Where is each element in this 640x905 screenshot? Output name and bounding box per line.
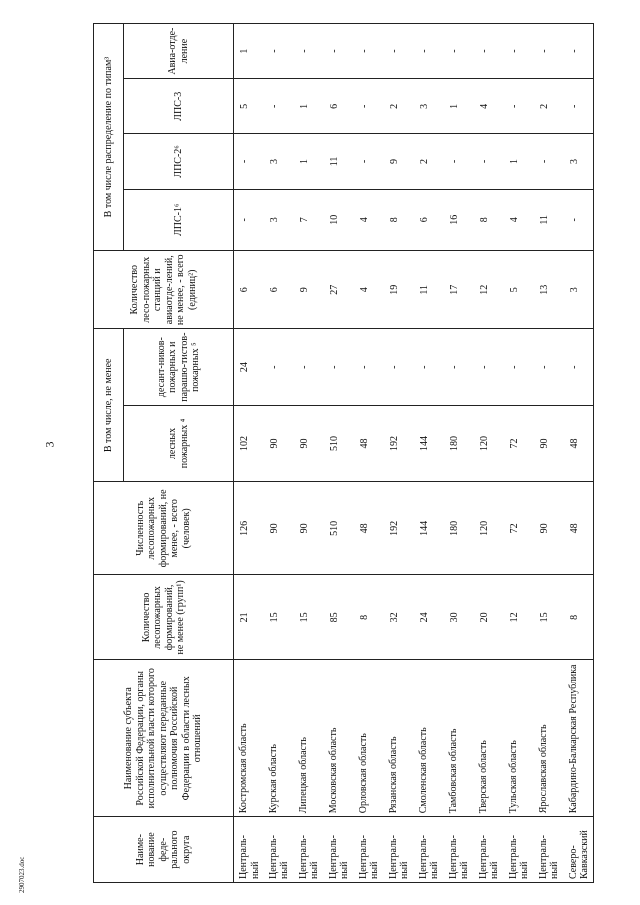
cell-subject: Тульская область (504, 660, 534, 817)
cell-total: 510 (324, 482, 354, 575)
document-reference: 2907023.doc (18, 856, 26, 893)
header-lps1: ЛПС-1⁶ (124, 189, 234, 251)
cell-forest: 120 (474, 405, 504, 481)
cell-forest: 90 (264, 405, 294, 481)
cell-forest: 90 (294, 405, 324, 481)
table-row (564, 24, 594, 883)
cell-lps1: 10 (324, 189, 354, 251)
cell-district: Централь-ный (354, 817, 384, 883)
cell-district: Северо-Кавказский (564, 817, 594, 883)
header-subject: Наименование субъекта Российской Федерации, органы исполнительной власти которого осуществляют переданные полномочия Российской Федерации в области лесных отношений (94, 660, 234, 817)
cell-avia: - (534, 24, 564, 79)
cell-formations: 20 (474, 575, 504, 660)
cell-total: 192 (384, 482, 414, 575)
cell-forest: 48 (564, 405, 594, 481)
header-avia: Авиа-отде-ление (124, 24, 234, 79)
cell-subject: Ярославская область (534, 660, 564, 817)
cell-avia: - (444, 24, 474, 79)
cell-stations: 4 (354, 251, 384, 329)
cell-stations: 17 (444, 251, 474, 329)
cell-formations: 85 (324, 575, 354, 660)
cell-lps1: 4 (504, 189, 534, 251)
cell-para: - (294, 329, 324, 405)
cell-district: Централь-ный (504, 817, 534, 883)
cell-avia: - (504, 24, 534, 79)
cell-district: Централь-ный (414, 817, 444, 883)
cell-subject: Липецкая область (294, 660, 324, 817)
table-row (384, 24, 414, 883)
cell-total: 144 (414, 482, 444, 575)
cell-stations: 6 (264, 251, 294, 329)
cell-stations: 5 (504, 251, 534, 329)
header-including-group: В том числе, не менее (94, 329, 124, 482)
header-district: Наиме- нование феде- рального округа (94, 817, 234, 883)
cell-lps2: 3 (564, 134, 594, 189)
header-types-group: В том числе распределение по типам³ (94, 24, 124, 251)
cell-district: Централь-ный (234, 817, 264, 883)
cell-avia: - (354, 24, 384, 79)
cell-stations: 12 (474, 251, 504, 329)
table-row (294, 24, 324, 883)
cell-district: Централь-ный (534, 817, 564, 883)
table-row (414, 24, 444, 883)
table-row (234, 24, 264, 883)
cell-formations: 8 (354, 575, 384, 660)
cell-subject: Смоленская область (414, 660, 444, 817)
cell-para: - (324, 329, 354, 405)
cell-total: 48 (354, 482, 384, 575)
cell-para: - (474, 329, 504, 405)
cell-district: Централь-ный (294, 817, 324, 883)
cell-total: 180 (444, 482, 474, 575)
cell-formations: 15 (294, 575, 324, 660)
cell-lps3: 4 (474, 79, 504, 134)
cell-lps2: - (234, 134, 264, 189)
cell-lps3: 3 (414, 79, 444, 134)
header-lps3: ЛПС-3 (124, 79, 234, 134)
cell-formations: 12 (504, 575, 534, 660)
cell-avia: - (564, 24, 594, 79)
cell-lps1: - (234, 189, 264, 251)
cell-total: 90 (534, 482, 564, 575)
cell-lps1: 6 (414, 189, 444, 251)
cell-forest: 90 (534, 405, 564, 481)
cell-para: - (414, 329, 444, 405)
cell-avia: - (324, 24, 354, 79)
cell-lps2: 1 (294, 134, 324, 189)
page-number: 3 (42, 441, 57, 448)
cell-subject: Рязанская область (384, 660, 414, 817)
cell-stations: 6 (234, 251, 264, 329)
cell-formations: 21 (234, 575, 264, 660)
cell-subject: Кабардино-Балкарская Республика (564, 660, 594, 817)
cell-lps2: 9 (384, 134, 414, 189)
cell-lps1: 7 (294, 189, 324, 251)
header-forest-firefighters: лесных пожарных ⁴ (124, 405, 234, 481)
cell-para: - (384, 329, 414, 405)
cell-formations: 32 (384, 575, 414, 660)
cell-para: - (444, 329, 474, 405)
cell-district: Централь-ный (444, 817, 474, 883)
cell-subject: Курская область (264, 660, 294, 817)
cell-total: 120 (474, 482, 504, 575)
cell-avia: - (414, 24, 444, 79)
table-row (474, 24, 504, 883)
cell-para: - (564, 329, 594, 405)
cell-stations: 13 (534, 251, 564, 329)
cell-lps3: 2 (534, 79, 564, 134)
cell-forest: 144 (414, 405, 444, 481)
cell-avia: - (264, 24, 294, 79)
cell-para: - (264, 329, 294, 405)
cell-lps2: 3 (264, 134, 294, 189)
cell-para: - (354, 329, 384, 405)
cell-forest: 510 (324, 405, 354, 481)
cell-total: 90 (264, 482, 294, 575)
cell-lps3: - (354, 79, 384, 134)
cell-formations: 24 (414, 575, 444, 660)
cell-avia: - (474, 24, 504, 79)
cell-lps2: - (474, 134, 504, 189)
header-lps2: ЛПС-2⁶ (124, 134, 234, 189)
cell-district: Централь-ный (474, 817, 504, 883)
cell-forest: 192 (384, 405, 414, 481)
cell-lps1: 16 (444, 189, 474, 251)
cell-district: Централь-ный (264, 817, 294, 883)
table-row (324, 24, 354, 883)
cell-forest: 102 (234, 405, 264, 481)
table-row (534, 24, 564, 883)
cell-lps3: 1 (444, 79, 474, 134)
cell-lps2: 1 (504, 134, 534, 189)
cell-lps3: - (564, 79, 594, 134)
cell-para: 24 (234, 329, 264, 405)
cell-lps3: 6 (324, 79, 354, 134)
header-paratroopers: десант-ников-пожарных и парашю-тистов-пожарных ⁵ (124, 329, 234, 405)
cell-lps1: 8 (474, 189, 504, 251)
cell-lps2: - (354, 134, 384, 189)
cell-forest: 72 (504, 405, 534, 481)
cell-avia: - (384, 24, 414, 79)
cell-lps1: 4 (354, 189, 384, 251)
cell-stations: 9 (294, 251, 324, 329)
cell-avia: 1 (234, 24, 264, 79)
cell-stations: 3 (564, 251, 594, 329)
header-formations-count: Количество лесопожарных формирований, не менее (групп¹) (94, 575, 234, 660)
cell-formations: 30 (444, 575, 474, 660)
cell-para: - (534, 329, 564, 405)
cell-district: Централь-ный (384, 817, 414, 883)
table-row (354, 24, 384, 883)
cell-lps1: 8 (384, 189, 414, 251)
table-row (504, 24, 534, 883)
cell-lps1: - (564, 189, 594, 251)
cell-lps3: - (504, 79, 534, 134)
cell-stations: 11 (414, 251, 444, 329)
table-header (94, 24, 234, 883)
header-stations-count: Количество лесо-пожарных станций и авиаотде-лений, не менее, - всего (единиц²) (94, 251, 234, 329)
cell-lps2: 11 (324, 134, 354, 189)
cell-formations: 15 (264, 575, 294, 660)
cell-total: 48 (564, 482, 594, 575)
table-row (444, 24, 474, 883)
cell-total: 90 (294, 482, 324, 575)
header-personnel-total: Численность лесопожарных формирований, не менее, - всего (человек) (94, 482, 234, 575)
cell-lps3: 2 (384, 79, 414, 134)
cell-formations: 15 (534, 575, 564, 660)
cell-formations: 8 (564, 575, 594, 660)
cell-subject: Костромская область (234, 660, 264, 817)
cell-forest: 180 (444, 405, 474, 481)
cell-total: 72 (504, 482, 534, 575)
forest-fire-formations-table-sheet (93, 23, 593, 883)
cell-lps2: - (444, 134, 474, 189)
table-row (264, 24, 294, 883)
cell-district: Централь-ный (324, 817, 354, 883)
cell-para: - (504, 329, 534, 405)
cell-stations: 27 (324, 251, 354, 329)
cell-subject: Московская область (324, 660, 354, 817)
cell-subject: Тверская область (474, 660, 504, 817)
cell-total: 126 (234, 482, 264, 575)
cell-lps1: 3 (264, 189, 294, 251)
table-body (234, 24, 594, 883)
cell-stations: 19 (384, 251, 414, 329)
cell-lps3: - (264, 79, 294, 134)
cell-lps2: - (534, 134, 564, 189)
cell-forest: 48 (354, 405, 384, 481)
cell-lps2: 2 (414, 134, 444, 189)
cell-lps3: 5 (234, 79, 264, 134)
cell-avia: - (294, 24, 324, 79)
cell-lps1: 11 (534, 189, 564, 251)
cell-lps3: 1 (294, 79, 324, 134)
cell-subject: Орловская область (354, 660, 384, 817)
cell-subject: Тамбовская область (444, 660, 474, 817)
forest-fire-formations-table (93, 23, 594, 883)
